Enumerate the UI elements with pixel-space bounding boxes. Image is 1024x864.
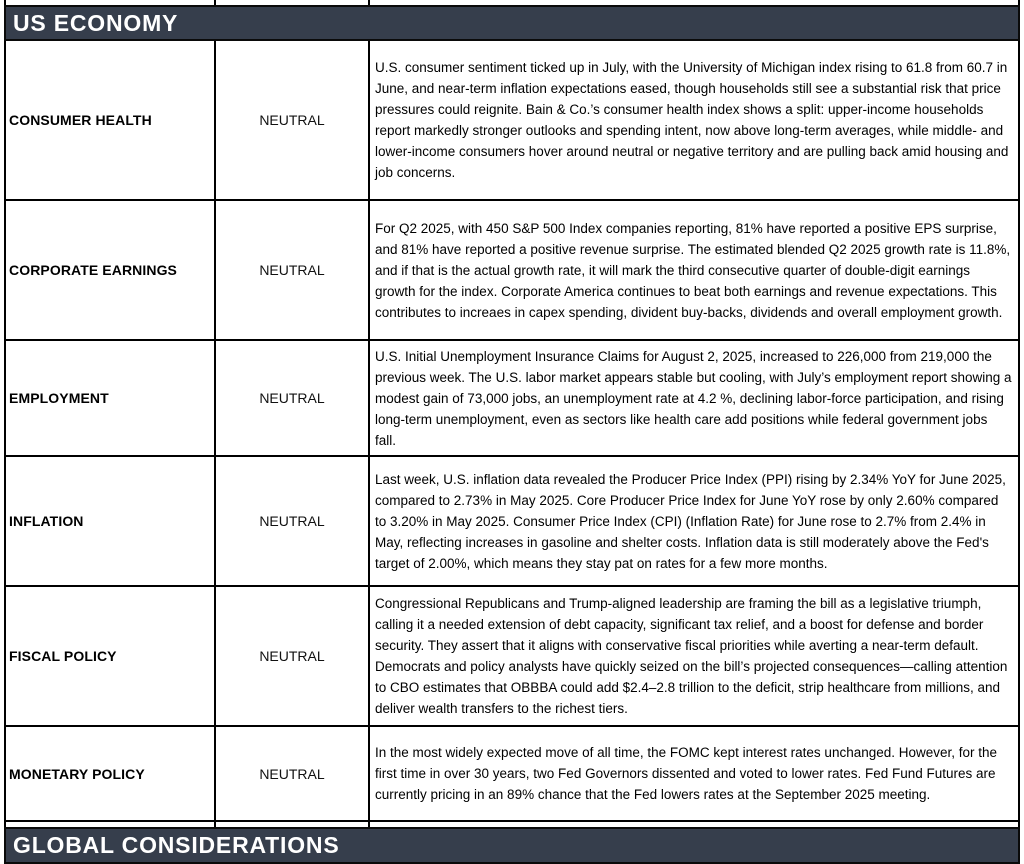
section-header-global-considerations [4,827,1020,864]
row-topic-label: CONSUMER HEALTH [6,41,216,199]
table-top-sliver [4,0,1020,5]
row-description-cell [370,341,1018,455]
table-row [6,587,1018,727]
table-row [6,41,1018,201]
row-topic-label: MONETARY POLICY [6,727,216,820]
us-economy-table [4,41,1020,822]
row-description-text: Last week, U.S. inflation data revealed the Producer Price Index (PPI) rising by 2.34% YoY for June 2025, compared to 2.73% in May 2025. Core Producer Price Index for June YoY rose by only 2.60% compared to 3.20% in May 2025. Consumer Price Index (CPI) (Inflation Rate) for June rose to 2.7% from 2.4% in May, reflecting increases in gasoline and shelter costs. Inflation data is still moderately above the Fed's target of 2.00%, which means they stay pat on rates for a few more months. [375,471,1006,571]
row-topic-label: FISCAL POLICY [6,587,216,725]
row-rating-value: NEUTRAL [216,587,370,725]
row-description-text: In the most widely expected move of all time, the FOMC kept interest rates unchanged. However, for the first time in over 30 years, two Fed Governors dissented and voted to lower rates. Fed Fund Futures are currently pricing in an 89% chance that the Fed lowers rates at the September 2025 meeting. [375,745,998,802]
row-description-text: For Q2 2025, with 450 S&P 500 Index companies reporting, 81% have reported a positive EPS surprise, and 81% have reported a positive revenue surprise. The estimated blended Q2 2025 growth rate is 11.8%, and if that is the actual growth rate, it will mark the third consecutive quarter of double-digit earnings growth for the index. Corporate America continues to beat both earnings and revenue expectations. This contributes to increaes in capex spending, divident buy-backs, dividends and overall employment growth. [375,220,1011,320]
row-rating-value: NEUTRAL [216,41,370,199]
row-description-text: Congressional Republicans and Trump-aligned leadership are framing the bill as a legislative triumph, calling it a needed extension of debt capacity, significant tax relief, and a boost for defense and border security. They assert that it aligns with conservative fiscal priorities while averting a near-term default. Democrats and policy analysts have quickly seized on the bill’s projected consequences—calling attention to CBO estimates that OBBBA could add $2.4–2.8 trillion to the deficit, strip healthcare from millions, and deliver wealth transfers to the richest tiers. [375,596,1008,716]
row-rating-value: NEUTRAL [216,201,370,339]
section-title: GLOBAL CONSIDERATIONS [13,832,340,858]
sliver-cell [6,0,216,5]
row-description-cell [370,201,1018,339]
sliver-cell [216,0,370,5]
row-rating-value: NEUTRAL [216,727,370,820]
sliver-cell [370,0,1018,5]
section-title: US ECONOMY [13,9,179,36]
table-row [6,341,1018,457]
section-header-us-economy [4,5,1020,41]
row-topic-label: CORPORATE EARNINGS [6,201,216,339]
row-description-cell [370,587,1018,725]
row-description-cell [370,457,1018,585]
table-row [6,201,1018,341]
row-description-text: U.S. consumer sentiment ticked up in July, with the University of Michigan index rising to 61.8 from 60.7 in June, and near-term inflation expectations eased, though households still see a substantial risk that price pressures could reignite. Bain & Co.’s consumer health index shows a split: upper-income households report markedly stronger outlooks and spending intent, now above long-term averages, while middle- and lower-income consumers hover around neutral or negative territory and are pulling back amid housing and job concerns. [375,60,1009,180]
table-row [6,457,1018,587]
row-description-cell [370,727,1018,820]
sliver-cell [6,822,216,827]
sliver-cell [370,822,1018,827]
table-bottom-sliver [4,822,1020,827]
row-topic-label: INFLATION [6,457,216,585]
sliver-cell [216,822,370,827]
row-description-cell [370,41,1018,199]
row-description-text: U.S. Initial Unemployment Insurance Claims for August 2, 2025, increased to 226,000 from 219,000 the previous week. The U.S. labor market appears stable but cooling, with July’s employment report showing a modest gain of 73,000 jobs, an unemployment rate at 4.2 %, declining labor-force participation, and rising long-term unemployment, even as sectors like health care add positions while federal government jobs fall. [375,348,1012,448]
row-rating-value: NEUTRAL [216,341,370,455]
table-row [6,727,1018,822]
row-topic-label: EMPLOYMENT [6,341,216,455]
row-rating-value: NEUTRAL [216,457,370,585]
